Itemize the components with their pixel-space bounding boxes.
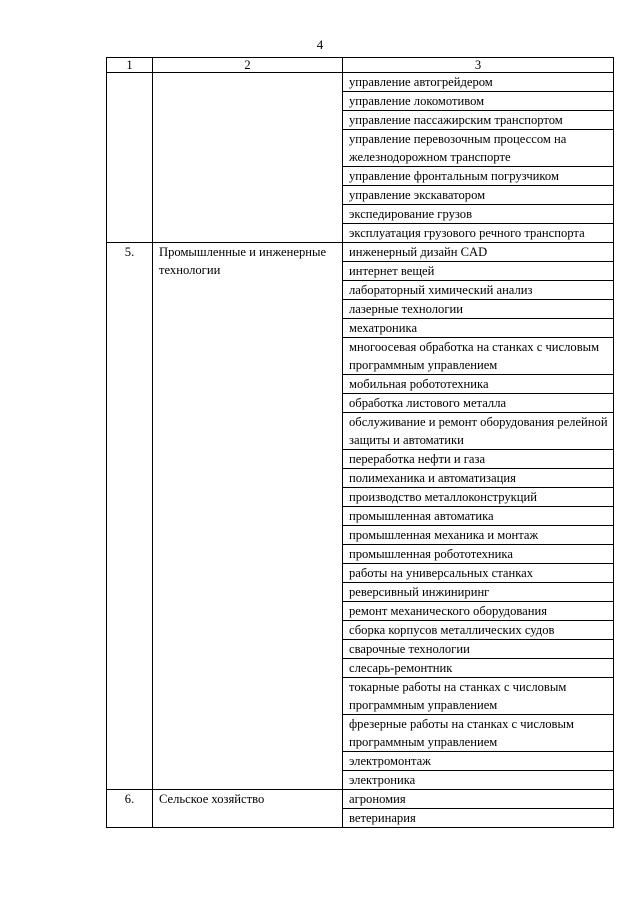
competency-item: эксплуатация грузового речного транспорта	[343, 224, 614, 243]
section-number-cell	[107, 73, 153, 243]
competency-item: реверсивный инжиниринг	[343, 583, 614, 602]
competency-item: лазерные технологии	[343, 300, 614, 319]
competency-item: управление локомотивом	[343, 92, 614, 111]
competency-item: мобильная робототехника	[343, 375, 614, 394]
competency-item: мехатроника	[343, 319, 614, 338]
competency-item: обработка листового металла	[343, 394, 614, 413]
competency-item: промышленная робототехника	[343, 545, 614, 564]
column-header-1: 1	[107, 58, 153, 73]
competency-item: работы на универсальных станках	[343, 564, 614, 583]
competency-item: слесарь-ремонтник	[343, 659, 614, 678]
competency-item: инженерный дизайн CAD	[343, 243, 614, 262]
table-row	[107, 243, 614, 262]
competency-item: обслуживание и ремонт оборудования релейной защиты и автоматики	[343, 413, 614, 450]
section-name-cell	[153, 73, 343, 243]
competency-item: интернет вещей	[343, 262, 614, 281]
competency-item: агрономия	[343, 790, 614, 809]
section-name: Сельское хозяйство	[153, 790, 343, 828]
competencies-table	[106, 57, 614, 828]
competency-item: переработка нефти и газа	[343, 450, 614, 469]
column-header-2: 2	[153, 58, 343, 73]
competency-item: лабораторный химический анализ	[343, 281, 614, 300]
table-row	[107, 73, 614, 92]
competency-item: электроника	[343, 771, 614, 790]
competency-item: управление автогрейдером	[343, 73, 614, 92]
section-number: 6.	[107, 790, 153, 828]
competency-item: управление фронтальным погрузчиком	[343, 167, 614, 186]
competency-item: управление экскаватором	[343, 186, 614, 205]
section-number: 5.	[107, 243, 153, 790]
competency-item: экспедирование грузов	[343, 205, 614, 224]
table-row	[107, 790, 614, 809]
competency-item: промышленная механика и монтаж	[343, 526, 614, 545]
competency-item: многоосевая обработка на станках с числовым программным управлением	[343, 338, 614, 375]
competency-item: управление перевозочным процессом на железнодорожном транспорте	[343, 130, 614, 167]
competency-item: управление пассажирским транспортом	[343, 111, 614, 130]
section-name: Промышленные и инженерные технологии	[153, 243, 343, 790]
competency-item: фрезерные работы на станках с числовым программным управлением	[343, 715, 614, 752]
competency-item: полимеханика и автоматизация	[343, 469, 614, 488]
table-header-row	[107, 58, 614, 73]
competency-item: токарные работы на станках с числовым программным управлением	[343, 678, 614, 715]
competency-item: электромонтаж	[343, 752, 614, 771]
competency-item: промышленная автоматика	[343, 507, 614, 526]
page-number: 4	[316, 37, 324, 52]
competency-item: сварочные технологии	[343, 640, 614, 659]
column-header-3: 3	[343, 58, 614, 73]
competency-item: ремонт механического оборудования	[343, 602, 614, 621]
competency-item: производство металлоконструкций	[343, 488, 614, 507]
competency-item: ветеринария	[343, 809, 614, 828]
competency-item: сборка корпусов металлических судов	[343, 621, 614, 640]
